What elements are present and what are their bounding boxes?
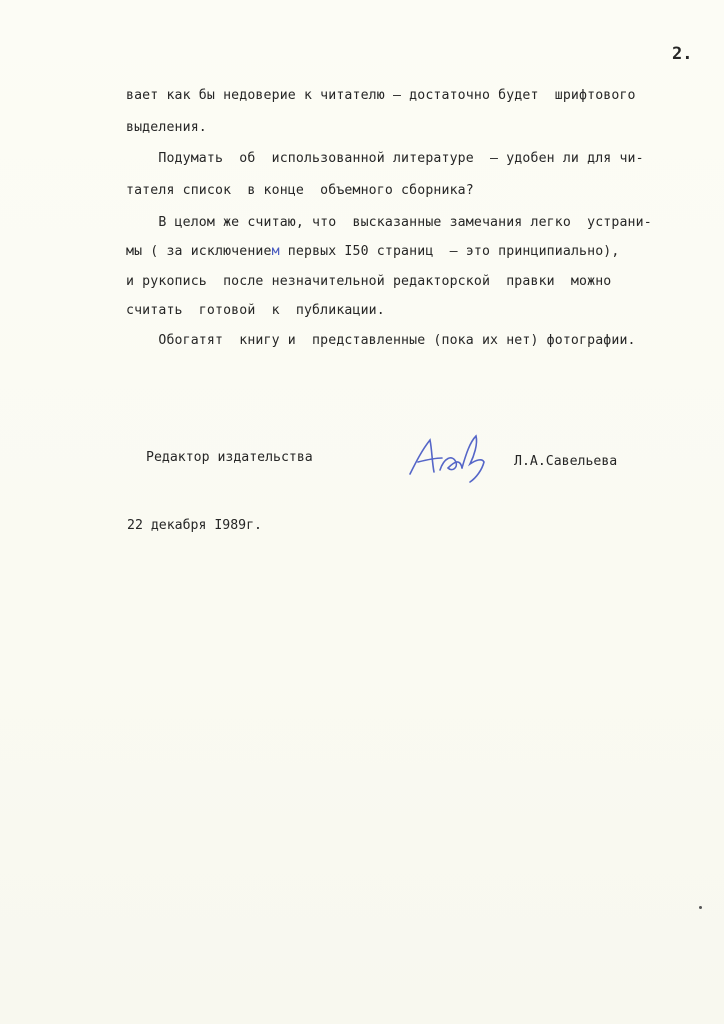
handwritten-signature [404, 428, 490, 486]
paper-speck [699, 906, 702, 909]
editor-position-label: Редактор издательства [146, 450, 313, 465]
body-line-6-rest: первых I50 страниц – это принципиально), [279, 244, 620, 259]
body-line-5: В целом же считаю, что высказанные замечания легко устрани- [126, 215, 652, 230]
document-date: 22 декабря I989г. [127, 518, 262, 533]
body-line-9: Обогатят книгу и представленные (пока их нет) фотографии. [126, 333, 636, 348]
editor-name: Л.А.Савельева [514, 454, 618, 469]
body-line-4: тателя список в конце объемного сборника? [126, 183, 474, 198]
body-line-1: вает как бы недоверие к читателю – достаточно будет шрифтового [126, 88, 636, 103]
page-number: 2. [672, 44, 693, 64]
body-line-8: считать готовой к публикации. [126, 303, 385, 318]
body-line-7: и рукопись после незначительной редакторской правки можно [126, 274, 612, 289]
body-line-2: выделения. [126, 120, 207, 135]
body-line-6-text: мы ( за исключение [126, 244, 272, 259]
body-line-3: Подумать об использованной литературе – удобен ли для чи- [126, 151, 644, 166]
body-line-6 [126, 244, 619, 259]
handwritten-correction: м [271, 244, 280, 259]
